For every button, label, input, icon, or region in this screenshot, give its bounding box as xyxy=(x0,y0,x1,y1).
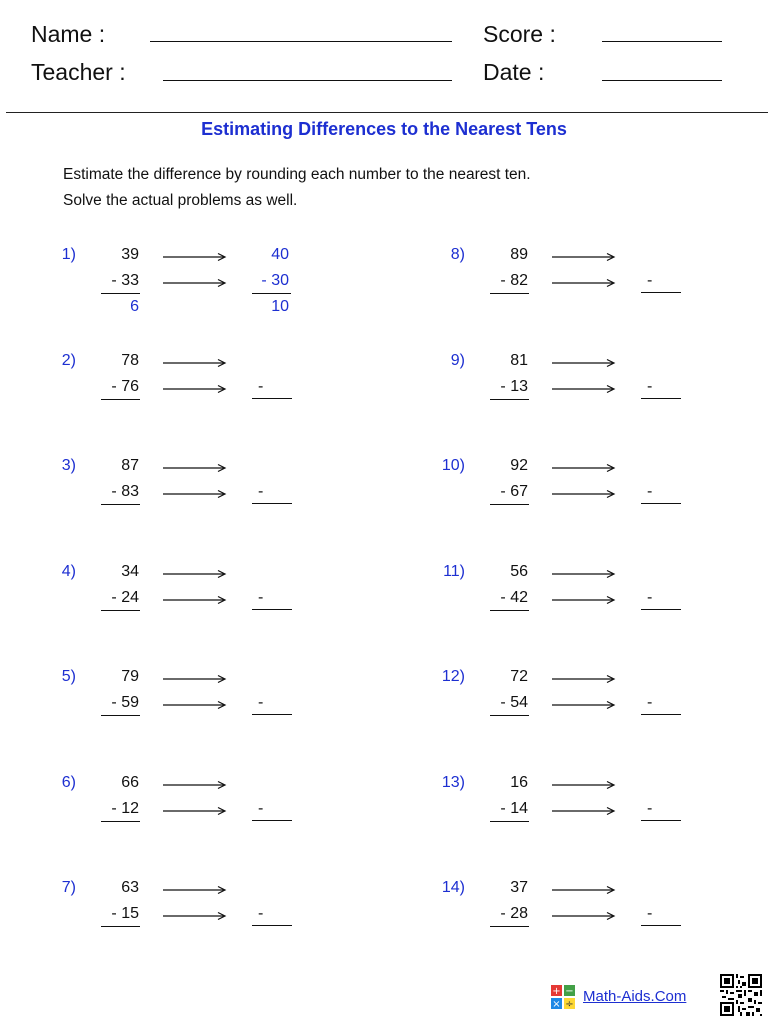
estimate-blank[interactable] xyxy=(641,696,681,715)
problem-bottom-number: - 28 xyxy=(500,905,528,922)
problem-number: 13) xyxy=(441,773,465,791)
problem-top-number: 16 xyxy=(510,773,528,791)
estimate-minus: - xyxy=(258,799,264,817)
arrow-icon xyxy=(163,358,227,368)
estimate-minus: - xyxy=(258,588,264,606)
estimate-minus: - xyxy=(647,799,653,817)
estimate-minus: - xyxy=(258,377,264,395)
arrow-icon xyxy=(163,489,227,499)
problem-top-number: 78 xyxy=(121,351,139,369)
estimate-blank[interactable] xyxy=(641,485,681,504)
problem-bottom-number: - 24 xyxy=(111,588,139,606)
arrow-icon xyxy=(163,780,227,790)
svg-text:−: − xyxy=(565,986,574,997)
problem-bottom-number: - 42 xyxy=(500,588,528,606)
estimate-top: 40 xyxy=(271,246,289,263)
estimate-answer: 10 xyxy=(271,298,289,315)
problem-answer-line xyxy=(490,399,529,400)
problem-answer-line xyxy=(490,293,529,294)
estimate-blank[interactable] xyxy=(641,588,681,610)
problem-number: 5) xyxy=(61,668,76,685)
problem-bottom-number: - 59 xyxy=(111,694,139,711)
problem-answer-line xyxy=(101,504,140,505)
svg-text:+: + xyxy=(552,986,561,997)
problem-bottom-number: - 76 xyxy=(111,377,139,395)
estimate-minus: - xyxy=(258,483,264,500)
problem-top-number: 56 xyxy=(510,562,528,580)
problem-number: 12) xyxy=(441,668,465,685)
arrow-icon xyxy=(552,806,616,816)
problem-item xyxy=(46,457,376,537)
arrow-icon xyxy=(552,489,616,499)
estimate-blank[interactable] xyxy=(641,799,681,821)
problem-number: 6) xyxy=(61,773,76,791)
math-aids-link[interactable]: Math-Aids.Com xyxy=(583,988,687,1005)
arrow-icon xyxy=(163,595,227,605)
problem-item xyxy=(435,563,765,643)
estimate-blank[interactable] xyxy=(252,799,292,821)
problem-bottom-number: - 15 xyxy=(111,905,139,922)
arrow-icon xyxy=(163,911,227,921)
problem-answer-line xyxy=(490,610,529,611)
problem-number: 4) xyxy=(61,562,76,580)
problem-answer-line xyxy=(490,504,529,505)
svg-text:÷: ÷ xyxy=(565,999,574,1009)
arrow-icon xyxy=(552,463,616,473)
estimate-minus: - xyxy=(647,272,653,289)
estimate-blank[interactable] xyxy=(641,377,681,399)
arrow-icon xyxy=(552,674,616,684)
problem-bottom-number: - 67 xyxy=(500,483,528,500)
problem-number: 1) xyxy=(61,246,76,263)
arrow-icon xyxy=(163,569,227,579)
problem-answer-line xyxy=(101,926,140,927)
problem-number: 9) xyxy=(450,351,465,369)
problem-item xyxy=(435,246,765,326)
estimate-minus: - xyxy=(647,377,653,395)
estimate-blank[interactable] xyxy=(252,485,292,504)
problem-number: 10) xyxy=(441,457,465,474)
problem-number: 2) xyxy=(61,351,76,369)
problem-top-number: 63 xyxy=(121,879,139,896)
problem-top-number: 81 xyxy=(510,351,528,369)
estimate-blank[interactable] xyxy=(252,907,292,926)
arrow-icon xyxy=(552,358,616,368)
worksheet-title: Estimating Differences to the Nearest Tens xyxy=(201,119,567,139)
arrow-icon xyxy=(552,569,616,579)
problem-item xyxy=(435,879,765,959)
arrow-icon xyxy=(552,911,616,921)
date-field[interactable] xyxy=(602,80,722,81)
problem-top-number: 66 xyxy=(121,773,139,791)
arrow-icon xyxy=(552,252,616,262)
problem-bottom-number: - 33 xyxy=(111,272,139,289)
name-label: Name : xyxy=(31,21,106,47)
svg-text:×: × xyxy=(552,999,561,1009)
problem-number: 7) xyxy=(61,879,76,896)
problem-item xyxy=(46,879,376,959)
problem-item xyxy=(435,352,765,432)
arrow-icon xyxy=(552,278,616,288)
arrow-icon xyxy=(552,700,616,710)
score-label: Score : xyxy=(483,21,556,47)
problem-top-number: 92 xyxy=(510,457,528,474)
problem-answer-line xyxy=(101,610,140,611)
estimate-blank[interactable] xyxy=(641,274,681,293)
arrow-icon xyxy=(552,595,616,605)
estimate-minus: - xyxy=(647,483,653,500)
estimate-minus: - xyxy=(258,694,264,711)
problem-top-number: 89 xyxy=(510,246,528,263)
instruction-line-2: Solve the actual problems as well. xyxy=(63,192,298,209)
instruction-line-1: Estimate the difference by rounding each number to the nearest ten. xyxy=(63,166,531,183)
arrow-icon xyxy=(552,780,616,790)
arrow-icon xyxy=(163,463,227,473)
problem-bottom-number: - 14 xyxy=(500,799,528,817)
estimate-bottom: - 30 xyxy=(261,272,289,289)
problem-item xyxy=(46,352,376,432)
problem-item xyxy=(435,668,765,748)
score-field[interactable] xyxy=(602,41,722,42)
problem-item xyxy=(46,246,376,326)
estimate-blank[interactable] xyxy=(252,696,292,715)
header-divider xyxy=(6,112,768,113)
teacher-label: Teacher : xyxy=(31,59,126,85)
arrow-icon xyxy=(163,252,227,262)
date-label: Date : xyxy=(483,59,545,85)
arrow-icon xyxy=(163,700,227,710)
problem-number: 3) xyxy=(61,457,76,474)
estimate-blank[interactable] xyxy=(252,588,292,610)
problem-top-number: 72 xyxy=(510,668,528,685)
problem-top-number: 34 xyxy=(121,562,139,580)
problem-bottom-number: - 12 xyxy=(111,799,139,817)
problem-number: 14) xyxy=(441,879,465,896)
problem-top-number: 79 xyxy=(121,668,139,685)
problem-number: 11) xyxy=(443,562,465,580)
problem-answer-line xyxy=(101,399,140,400)
estimate-minus: - xyxy=(647,905,653,922)
problem-item xyxy=(46,774,376,854)
math-aids-logo-icon xyxy=(551,985,575,1009)
arrow-icon xyxy=(163,885,227,895)
estimate-minus: - xyxy=(647,694,653,711)
problem-answer-line xyxy=(490,821,529,822)
problem-answer-line xyxy=(101,293,140,294)
problem-top-number: 37 xyxy=(510,879,528,896)
arrow-icon xyxy=(552,885,616,895)
problem-bottom-number: - 83 xyxy=(111,483,139,500)
problem-item xyxy=(435,774,765,854)
arrow-icon xyxy=(163,674,227,684)
qr-code-icon xyxy=(720,974,762,1016)
problem-number: 8) xyxy=(450,246,465,263)
problem-answer-line xyxy=(101,715,140,716)
problem-answer: 6 xyxy=(130,298,139,315)
problem-bottom-number: - 82 xyxy=(500,272,528,289)
estimate-minus: - xyxy=(258,905,264,922)
teacher-field[interactable] xyxy=(163,80,452,81)
arrow-icon xyxy=(163,384,227,394)
estimate-blank[interactable] xyxy=(252,377,292,399)
problem-item xyxy=(46,563,376,643)
name-field[interactable] xyxy=(150,41,452,42)
arrow-icon xyxy=(552,384,616,394)
problem-answer-line xyxy=(101,821,140,822)
estimate-answer-line xyxy=(252,293,291,294)
problem-top-number: 39 xyxy=(121,246,139,263)
problem-item xyxy=(435,457,765,537)
problem-item xyxy=(46,668,376,748)
problem-answer-line xyxy=(490,715,529,716)
arrow-icon xyxy=(163,806,227,816)
problem-top-number: 87 xyxy=(121,457,139,474)
problem-answer-line xyxy=(490,926,529,927)
arrow-icon xyxy=(163,278,227,288)
problem-bottom-number: - 54 xyxy=(500,694,528,711)
estimate-minus: - xyxy=(647,588,653,606)
problem-bottom-number: - 13 xyxy=(500,377,528,395)
estimate-blank[interactable] xyxy=(641,907,681,926)
